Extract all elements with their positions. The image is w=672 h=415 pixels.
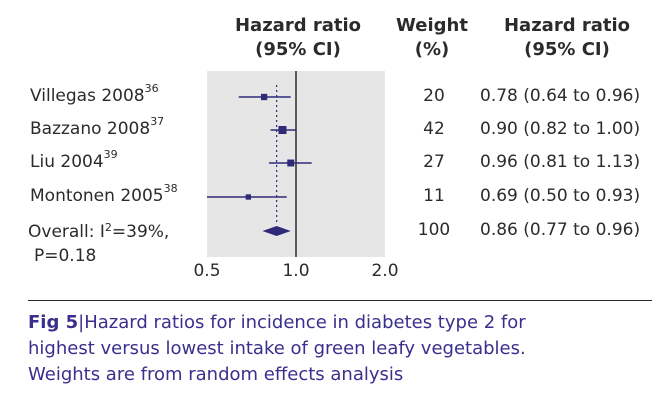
point-estimate-square [278,126,286,134]
weight-montonen: 11 [423,186,445,206]
x-tick-label: 2.0 [371,261,399,281]
weight-overall: 100 [417,220,451,240]
header-line1: Weight [396,15,468,36]
header-line2: (95% CI) [255,39,341,60]
x-tick-label: 1.0 [282,261,310,281]
study-label-liu [30,148,118,172]
header-line1: Hazard ratio [234,15,362,36]
header-line2: (95% CI) [524,39,610,60]
study-name: Montonen 2005 [30,186,164,206]
overall-label-p: P=0.18 [34,246,97,266]
figure-caption [28,310,526,388]
point-estimate-square [287,160,294,167]
weight-villegas: 20 [423,86,445,106]
study-name: Villegas 2008 [30,86,145,106]
header-line2: (%) [414,39,450,60]
study-label-montonen [30,182,178,206]
weight-bazzano: 42 [423,119,445,139]
point-estimate-square [261,94,267,100]
caption-line3: Weights are from random effects analysis [28,364,404,385]
hr-text-overall: 0.86 (0.77 to 0.96) [480,220,641,240]
study-ref: 37 [150,115,165,128]
figure-label: Fig 5 [28,312,79,333]
study-name: Liu 2004 [30,152,104,172]
study-ref: 38 [163,182,178,195]
caption-line2: highest versus lowest intake of green leafy vegetables. [28,338,526,359]
overall-label-pre: Overall: I [28,222,105,242]
caption-divider [28,300,652,301]
study-ref: 36 [144,82,159,95]
hr-text-montonen: 0.69 (0.50 to 0.93) [480,186,641,206]
caption-line1: Hazard ratios for incidence in diabetes type 2 for [84,312,526,333]
hr-text-bazzano: 0.90 (0.82 to 1.00) [480,119,641,139]
overall-label-sup: 2 [104,221,112,234]
study-ref: 39 [103,148,118,161]
overall-label-post: =39%, [111,222,170,242]
overall-label [28,220,169,268]
hr-text-liu: 0.96 (0.81 to 1.13) [480,152,641,172]
x-tick-label: 0.5 [193,261,221,281]
caption-separator: | [78,312,85,333]
hr-text-villegas: 0.78 (0.64 to 0.96) [480,86,641,106]
study-label-villegas [30,82,159,106]
study-name: Bazzano 2008 [30,119,151,139]
point-estimate-square [246,194,251,199]
study-label-bazzano [30,115,165,139]
header-line1: Hazard ratio [503,15,631,36]
weight-liu: 27 [423,152,445,172]
